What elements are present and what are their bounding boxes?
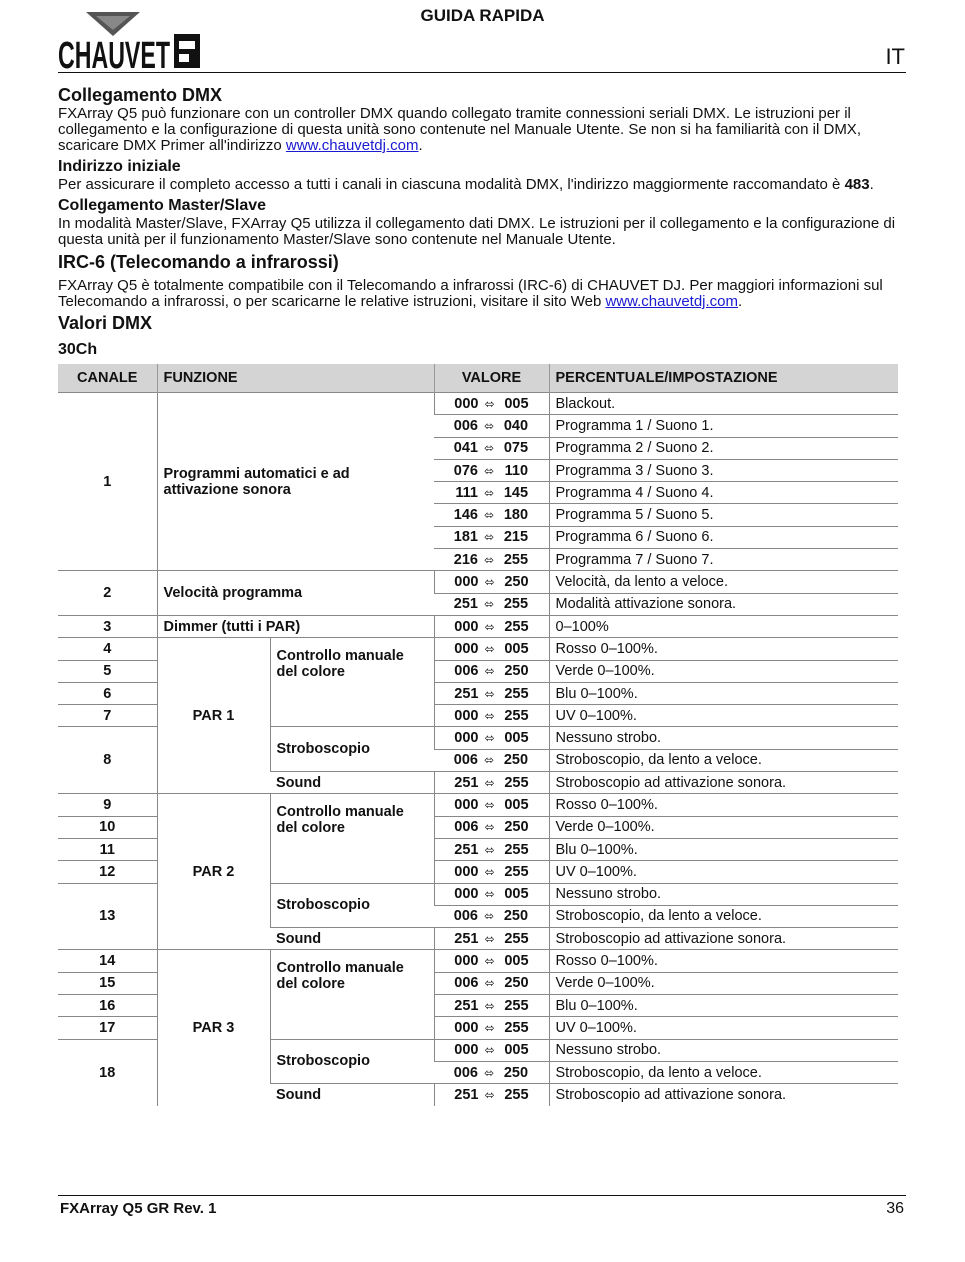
channel-number: 13 xyxy=(58,883,157,950)
setting-text: Stroboscopio, da lento a veloce. xyxy=(549,1061,898,1083)
section-text: FXArray Q5 può funzionare con un controller DMX quando collegato tramite connessioni seriali DMX. Le istruzioni per il collegamento e la configurazione di questa unità sono contenute nel Manuale Utente. Se non si ha familiarità con il DMX, scaricare DMX Primer all'indirizzo www.chauvetdj.com. xyxy=(58,105,861,154)
setting-text: Rosso 0–100%. xyxy=(549,638,898,660)
value-range xyxy=(434,794,549,816)
range-start: 041 xyxy=(453,440,478,457)
value-range xyxy=(434,928,549,950)
range-start: 006 xyxy=(454,663,479,680)
section-dmx-link xyxy=(58,84,906,154)
channel-number: 16 xyxy=(58,995,157,1017)
range-arrow-icon: ⬄ xyxy=(484,864,495,879)
header-setting: PERCENTUALE/IMPOSTAZIONE xyxy=(549,364,898,393)
value-range xyxy=(434,772,549,794)
range-end: 145 xyxy=(503,484,529,501)
setting-text: Rosso 0–100%. xyxy=(549,950,898,972)
dmx-mode-title: 30Ch xyxy=(58,341,98,358)
range-end: 255 xyxy=(504,841,529,858)
table-row xyxy=(58,393,898,415)
page-number: 36 xyxy=(886,1200,904,1217)
range-arrow-icon: ⬄ xyxy=(484,530,495,545)
setting-text: UV 0–100%. xyxy=(549,705,898,727)
setting-text: Verde 0–100%. xyxy=(549,660,898,682)
setting-text: Stroboscopio ad attivazione sonora. xyxy=(549,772,898,794)
channel-number: 14 xyxy=(58,950,157,972)
range-start: 111 xyxy=(455,484,478,501)
range-arrow-icon: ⬄ xyxy=(484,485,495,500)
subfunction-color: Controllo manuale del colore xyxy=(270,638,434,727)
header-function: FUNZIONE xyxy=(157,364,434,393)
value-range xyxy=(434,816,549,838)
setting-text: Nessuno strobo. xyxy=(549,883,898,905)
range-arrow-icon: ⬄ xyxy=(484,731,495,746)
range-start: 000 xyxy=(454,1042,479,1059)
setting-text: Nessuno strobo. xyxy=(549,1039,898,1061)
range-arrow-icon: ⬄ xyxy=(484,597,495,612)
range-start: 000 xyxy=(454,863,479,880)
range-end: 250 xyxy=(504,663,529,680)
value-range xyxy=(434,1061,549,1083)
channel-number: 1 xyxy=(58,393,157,571)
table-row xyxy=(58,638,898,660)
value-range xyxy=(434,682,549,704)
setting-text: Velocità, da lento a veloce. xyxy=(549,571,898,593)
range-arrow-icon: ⬄ xyxy=(484,797,495,812)
range-start: 000 xyxy=(454,574,479,591)
value-range xyxy=(434,838,549,860)
range-end: 005 xyxy=(504,640,529,657)
range-start: 251 xyxy=(453,596,478,613)
setting-text: Programma 3 / Suono 3. xyxy=(549,459,898,481)
range-end: 255 xyxy=(504,930,529,947)
website-link[interactable]: www.chauvetdj.com xyxy=(605,293,739,310)
range-start: 000 xyxy=(454,618,479,635)
value-range xyxy=(434,727,549,749)
table-row xyxy=(58,950,898,972)
range-end: 255 xyxy=(504,774,529,791)
setting-text: Stroboscopio ad attivazione sonora. xyxy=(549,928,898,950)
range-end: 255 xyxy=(504,997,529,1014)
value-range xyxy=(434,482,549,504)
range-start: 000 xyxy=(454,886,479,903)
setting-text: Stroboscopio, da lento a veloce. xyxy=(549,905,898,927)
value-range xyxy=(434,393,549,415)
value-range xyxy=(434,526,549,548)
range-end: 255 xyxy=(504,1086,529,1103)
range-end: 005 xyxy=(504,730,529,747)
range-start: 251 xyxy=(454,841,479,858)
section-text: Per assicurare il completo accesso a tutti i canali in ciascuna modalità DMX, l'indirizzo maggiormente raccomandato è 483. xyxy=(58,176,874,193)
range-start: 000 xyxy=(454,730,479,747)
range-start: 251 xyxy=(454,997,479,1014)
subfunction-strobe: Stroboscopio xyxy=(270,883,434,928)
range-end: 255 xyxy=(503,596,529,613)
channel-number: 8 xyxy=(58,727,157,794)
section-irc6 xyxy=(58,251,906,310)
range-arrow-icon: ⬄ xyxy=(484,931,495,946)
subfunction-sound: Sound xyxy=(270,928,434,950)
range-arrow-icon: ⬄ xyxy=(484,842,495,857)
range-start: 000 xyxy=(454,707,479,724)
range-end: 255 xyxy=(504,685,529,702)
channel-number: 10 xyxy=(58,816,157,838)
table-body xyxy=(58,393,898,1106)
value-range xyxy=(434,437,549,459)
section-title: Collegamento Master/Slave xyxy=(58,197,267,214)
range-end: 005 xyxy=(504,796,529,813)
section-title: IRC-6 (Telecomando a infrarossi) xyxy=(58,252,339,272)
range-end: 005 xyxy=(504,886,529,903)
range-end: 040 xyxy=(503,417,529,434)
function-name: Velocità programma xyxy=(157,571,434,616)
value-range xyxy=(434,1084,549,1106)
subfunction-strobe: Stroboscopio xyxy=(270,1039,434,1084)
range-arrow-icon: ⬄ xyxy=(484,775,495,790)
value-range xyxy=(434,593,549,615)
range-end: 250 xyxy=(503,1064,529,1081)
function-name: Dimmer (tutti i PAR) xyxy=(157,615,434,637)
range-end: 255 xyxy=(503,551,529,568)
section-text: In modalità Master/Slave, FXArray Q5 utilizza il collegamento dati DMX. Le istruzioni per il collegamento e la configurazione di questa unità per il funzionamento Master/Slave sono contenute nel Manuale Utente. xyxy=(58,215,896,248)
range-end: 250 xyxy=(503,752,529,769)
range-end: 255 xyxy=(504,863,529,880)
recommended-address: 483 xyxy=(844,176,870,193)
range-arrow-icon: ⬄ xyxy=(484,820,495,835)
language-code: IT xyxy=(885,44,905,69)
range-start: 006 xyxy=(453,908,478,925)
footer-doc-id: FXArray Q5 GR Rev. 1 xyxy=(60,1200,217,1217)
setting-text: Blu 0–100%. xyxy=(549,838,898,860)
range-end: 005 xyxy=(504,395,529,412)
range-arrow-icon: ⬄ xyxy=(484,1020,495,1035)
section-start-address xyxy=(58,157,906,193)
setting-text: Programma 1 / Suono 1. xyxy=(549,415,898,437)
setting-text: Blu 0–100%. xyxy=(549,995,898,1017)
setting-text: Programma 6 / Suono 6. xyxy=(549,526,898,548)
header-value: VALORE xyxy=(434,364,549,393)
range-arrow-icon: ⬄ xyxy=(484,887,495,902)
range-arrow-icon: ⬄ xyxy=(484,552,495,567)
range-arrow-icon: ⬄ xyxy=(484,463,495,478)
range-arrow-icon: ⬄ xyxy=(484,686,495,701)
range-arrow-icon: ⬄ xyxy=(484,641,495,656)
range-start: 006 xyxy=(453,1064,478,1081)
range-start: 000 xyxy=(454,640,479,657)
range-start: 181 xyxy=(453,529,478,546)
range-start: 000 xyxy=(454,796,479,813)
function-name: Programmi automatici e ad attivazione sonora xyxy=(157,393,434,571)
range-arrow-icon: ⬄ xyxy=(484,619,495,634)
setting-text: Programma 2 / Suono 2. xyxy=(549,437,898,459)
setting-text: Programma 5 / Suono 5. xyxy=(549,504,898,526)
range-end: 250 xyxy=(504,819,529,836)
value-range xyxy=(434,638,549,660)
subfunction-color: Controllo manuale del colore xyxy=(270,794,434,883)
subfunction-sound: Sound xyxy=(270,1084,434,1106)
value-range xyxy=(434,459,549,481)
range-start: 006 xyxy=(454,819,479,836)
header-title: GUIDA RAPIDA xyxy=(420,6,545,25)
setting-text: 0–100% xyxy=(549,615,898,637)
value-range xyxy=(434,883,549,905)
range-arrow-icon: ⬄ xyxy=(484,508,495,523)
channel-number: 11 xyxy=(58,838,157,860)
setting-text: Stroboscopio, da lento a veloce. xyxy=(549,749,898,771)
setting-text: Modalità attivazione sonora. xyxy=(549,593,898,615)
range-arrow-icon: ⬄ xyxy=(484,664,495,679)
section-master-slave xyxy=(58,196,906,248)
value-range xyxy=(434,549,549,571)
setting-text: Rosso 0–100%. xyxy=(549,794,898,816)
range-arrow-icon: ⬄ xyxy=(484,1043,495,1058)
value-range xyxy=(434,950,549,972)
range-arrow-icon: ⬄ xyxy=(484,1087,495,1102)
range-start: 000 xyxy=(454,953,479,970)
value-range xyxy=(434,905,549,927)
header-rule xyxy=(58,72,906,73)
setting-text: Blu 0–100%. xyxy=(549,682,898,704)
range-end: 110 xyxy=(504,462,529,479)
range-end: 250 xyxy=(504,975,529,992)
channel-number: 7 xyxy=(58,705,157,727)
range-arrow-icon: ⬄ xyxy=(484,998,495,1013)
channel-number: 3 xyxy=(58,615,157,637)
range-start: 216 xyxy=(453,551,478,568)
channel-number: 12 xyxy=(58,861,157,883)
subfunction-sound: Sound xyxy=(270,772,434,794)
range-start: 006 xyxy=(454,975,479,992)
range-start: 000 xyxy=(454,395,479,412)
channel-number: 17 xyxy=(58,1017,157,1039)
range-end: 255 xyxy=(504,1019,529,1036)
par-name: PAR 3 xyxy=(157,950,270,1106)
setting-text: UV 0–100%. xyxy=(549,861,898,883)
dmx-table xyxy=(58,364,898,1106)
range-end: 255 xyxy=(504,618,529,635)
setting-text: Stroboscopio ad attivazione sonora. xyxy=(549,1084,898,1106)
range-arrow-icon: ⬄ xyxy=(484,708,495,723)
value-range xyxy=(434,1017,549,1039)
section-title: Collegamento DMX xyxy=(58,85,223,105)
setting-text: Programma 7 / Suono 7. xyxy=(549,549,898,571)
value-range xyxy=(434,615,549,637)
value-range xyxy=(434,571,549,593)
value-range xyxy=(434,972,549,994)
table-header-row xyxy=(58,364,898,393)
value-range xyxy=(434,660,549,682)
value-range xyxy=(434,749,549,771)
value-range xyxy=(434,995,549,1017)
setting-text: Nessuno strobo. xyxy=(549,727,898,749)
par-name: PAR 2 xyxy=(157,794,270,950)
setting-text: UV 0–100%. xyxy=(549,1017,898,1039)
range-arrow-icon: ⬄ xyxy=(484,976,495,991)
range-arrow-icon: ⬄ xyxy=(484,1065,495,1080)
section-text: FXArray Q5 è totalmente compatibile con il Telecomando a infrarossi (IRC-6) di CHAUVET DJ. Per maggiori informazioni sul Telecomando a infrarossi, o per scaricarne le relative istruzioni, visitare il sito Web www.chauvetdj.com. xyxy=(58,277,883,310)
range-arrow-icon: ⬄ xyxy=(484,396,495,411)
range-end: 075 xyxy=(503,440,529,457)
range-end: 005 xyxy=(504,1042,529,1059)
range-end: 255 xyxy=(504,707,529,724)
range-end: 250 xyxy=(504,574,529,591)
table-row xyxy=(58,615,898,637)
table-row xyxy=(58,794,898,816)
channel-number: 5 xyxy=(58,660,157,682)
setting-text: Verde 0–100%. xyxy=(549,972,898,994)
range-start: 251 xyxy=(454,1086,479,1103)
range-end: 180 xyxy=(503,507,529,524)
subfunction-color: Controllo manuale del colore xyxy=(270,950,434,1039)
table-row xyxy=(58,571,898,593)
website-link[interactable]: www.chauvetdj.com xyxy=(285,137,419,154)
range-end: 250 xyxy=(503,908,529,925)
setting-text: Verde 0–100%. xyxy=(549,816,898,838)
range-end: 005 xyxy=(504,953,529,970)
range-start: 006 xyxy=(453,417,478,434)
channel-number: 6 xyxy=(58,682,157,704)
range-arrow-icon: ⬄ xyxy=(484,954,495,969)
range-start: 000 xyxy=(454,1019,479,1036)
range-start: 251 xyxy=(454,685,479,702)
value-range xyxy=(434,705,549,727)
value-range xyxy=(434,861,549,883)
channel-number: 4 xyxy=(58,638,157,660)
range-arrow-icon: ⬄ xyxy=(484,753,495,768)
range-start: 146 xyxy=(453,507,478,524)
value-range xyxy=(434,415,549,437)
range-arrow-icon: ⬄ xyxy=(484,575,495,590)
svg-text:CHAUVET: CHAUVET xyxy=(58,35,170,77)
range-arrow-icon: ⬄ xyxy=(484,418,495,433)
subfunction-strobe: Stroboscopio xyxy=(270,727,434,772)
section-title: Indirizzo iniziale xyxy=(58,158,181,175)
range-start: 251 xyxy=(454,930,479,947)
channel-number: 15 xyxy=(58,972,157,994)
chauvet-dj-logo xyxy=(58,10,208,77)
setting-text: Programma 4 / Suono 4. xyxy=(549,482,898,504)
value-range xyxy=(434,504,549,526)
header-channel: CANALE xyxy=(58,364,157,393)
setting-text: Blackout. xyxy=(549,393,898,415)
range-end: 215 xyxy=(503,529,529,546)
dmx-values-title: Valori DMX xyxy=(58,313,153,333)
range-start: 251 xyxy=(454,774,479,791)
channel-number: 9 xyxy=(58,794,157,816)
range-start: 006 xyxy=(453,752,478,769)
range-start: 076 xyxy=(453,462,478,479)
range-arrow-icon: ⬄ xyxy=(484,441,495,456)
par-name: PAR 1 xyxy=(157,638,270,794)
footer-rule xyxy=(58,1195,906,1196)
channel-number: 2 xyxy=(58,571,157,616)
page-content xyxy=(58,84,906,1106)
channel-number: 18 xyxy=(58,1039,157,1105)
range-arrow-icon: ⬄ xyxy=(484,909,495,924)
value-range xyxy=(434,1039,549,1061)
